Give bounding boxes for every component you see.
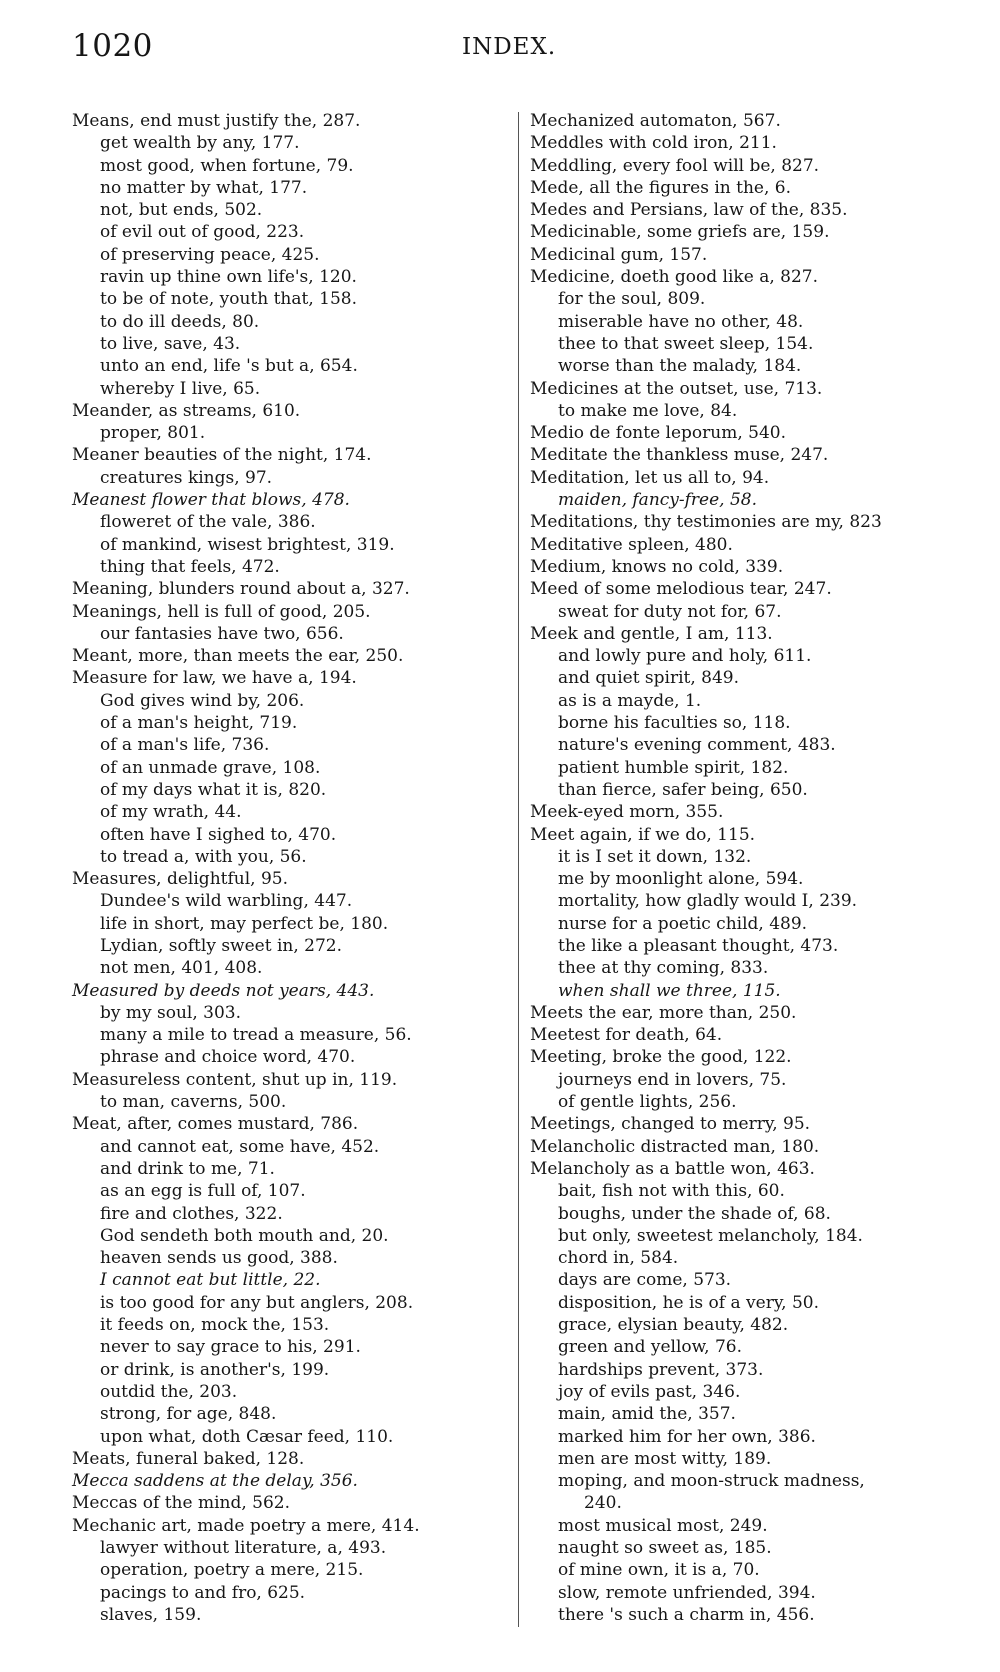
index-heading-entry: Mechanized automaton, 567. bbox=[530, 111, 781, 131]
index-heading-entry: Meek-eyed morn, 355. bbox=[530, 802, 724, 823]
index-heading-entry: Meanings, hell is full of good, 205. bbox=[72, 601, 371, 622]
index-sub-entry: unto an end, life 's but a, 654. bbox=[100, 356, 358, 377]
index-sub-entry: operation, poetry a mere, 215. bbox=[100, 1560, 364, 1581]
index-heading-entry: Means, end must justify the, 287. bbox=[72, 111, 361, 131]
index-sub-entry: thing that feels, 472. bbox=[100, 556, 280, 577]
index-heading-entry: Meditations, thy testimonies are my, 823 bbox=[530, 512, 882, 533]
index-heading-entry: Melancholy as a battle won, 463. bbox=[530, 1158, 815, 1179]
index-heading-entry: Measured by deeds not years, 443. bbox=[72, 980, 375, 1001]
index-sub-entry: and quiet spirit, 849. bbox=[558, 668, 740, 689]
index-sub-entry: of a man's height, 719. bbox=[100, 713, 298, 734]
index-sub-entry: of a man's life, 736. bbox=[100, 735, 270, 756]
index-heading-entry: Measures, delightful, 95. bbox=[72, 869, 288, 890]
index-sub-entry: moping, and moon-struck madness, bbox=[558, 1471, 865, 1492]
index-sub-entry: but only, sweetest melancholy, 184. bbox=[558, 1225, 863, 1246]
index-sub-entry: to be of note, youth that, 158. bbox=[100, 289, 358, 310]
index-heading-entry: Medicinable, some griefs are, 159. bbox=[530, 222, 830, 243]
column-divider bbox=[518, 112, 519, 1627]
index-sub-entry: by my soul, 303. bbox=[100, 1002, 242, 1023]
index-sub-entry: nature's evening comment, 483. bbox=[558, 735, 836, 756]
page-header bbox=[72, 28, 932, 74]
index-sub-entry: and drink to me, 71. bbox=[100, 1158, 275, 1179]
index-heading-entry: Measureless content, shut up in, 119. bbox=[72, 1069, 398, 1090]
index-sub-entry: of my days what it is, 820. bbox=[100, 779, 327, 800]
index-heading-entry: Meat, after, comes mustard, 786. bbox=[72, 1114, 359, 1135]
index-sub-entry: hardships prevent, 373. bbox=[558, 1359, 764, 1380]
index-sub-entry: not, but ends, 502. bbox=[100, 200, 263, 221]
index-sub-entry: most good, when fortune, 79. bbox=[100, 155, 354, 176]
index-heading-entry: Meetings, changed to merry, 95. bbox=[530, 1114, 811, 1135]
index-sub-entry: journeys end in lovers, 75. bbox=[558, 1069, 787, 1090]
index-heading-entry: Medicine, doeth good like a, 827. bbox=[530, 267, 818, 288]
index-sub-entry: for the soul, 809. bbox=[558, 289, 706, 310]
index-sub-entry: our fantasies have two, 656. bbox=[100, 623, 344, 644]
index-sub-entry: Dundee's wild warbling, 447. bbox=[100, 891, 353, 912]
index-heading-entry: Medicines at the outset, use, 713. bbox=[530, 378, 823, 399]
index-heading-entry: Melancholic distracted man, 180. bbox=[530, 1136, 820, 1157]
index-sub-entry: borne his faculties so, 118. bbox=[558, 713, 791, 734]
index-sub-entry: God gives wind by, 206. bbox=[100, 690, 305, 711]
index-sub-entry: no matter by what, 177. bbox=[100, 177, 308, 198]
index-sub-entry: of gentle lights, 256. bbox=[558, 1092, 737, 1113]
index-heading-entry: Meditate the thankless muse, 247. bbox=[530, 445, 829, 466]
index-sub-entry: it feeds on, mock the, 153. bbox=[100, 1315, 330, 1336]
index-sub-entry: floweret of the vale, 386. bbox=[100, 512, 316, 533]
index-sub-entry: of evil out of good, 223. bbox=[100, 222, 305, 243]
index-sub-entry: phrase and choice word, 470. bbox=[100, 1047, 356, 1068]
index-heading-entry: Meddling, every fool will be, 827. bbox=[530, 155, 820, 176]
index-sub-entry: proper, 801. bbox=[100, 423, 206, 444]
index-sub-entry: to tread a, with you, 56. bbox=[100, 846, 307, 867]
index-sub-entry: patient humble spirit, 182. bbox=[558, 757, 789, 778]
index-sub-entry: to live, save, 43. bbox=[100, 333, 241, 354]
index-sub-entry: grace, elysian beauty, 482. bbox=[558, 1315, 789, 1336]
index-heading-entry: Meditative spleen, 480. bbox=[530, 534, 733, 555]
index-heading-entry: Medio de fonte leporum, 540. bbox=[530, 423, 787, 444]
index-sub-entry: never to say grace to his, 291. bbox=[100, 1337, 361, 1358]
index-sub-entry: disposition, he is of a very, 50. bbox=[558, 1292, 820, 1313]
index-sub-entry: main, amid the, 357. bbox=[558, 1404, 736, 1425]
index-sub-entry: 240. bbox=[584, 1493, 622, 1514]
index-heading-entry: Meed of some melodious tear, 247. bbox=[530, 579, 832, 600]
index-sub-entry: lawyer without literature, a, 493. bbox=[100, 1538, 387, 1558]
index-sub-entry: ravin up thine own life's, 120. bbox=[100, 267, 357, 288]
index-heading-entry: Meddles with cold iron, 211. bbox=[530, 133, 777, 154]
index-sub-entry: bait, fish not with this, 60. bbox=[558, 1181, 785, 1202]
index-sub-entry: of my wrath, 44. bbox=[100, 802, 242, 823]
index-sub-entry: pacings to and fro, 625. bbox=[100, 1582, 306, 1603]
index-sub-entry: outdid the, 203. bbox=[100, 1381, 238, 1402]
index-heading-entry: Meats, funeral baked, 128. bbox=[72, 1448, 305, 1469]
index-sub-entry: worse than the malady, 184. bbox=[558, 356, 802, 377]
index-sub-entry: is too good for any but anglers, 208. bbox=[100, 1292, 414, 1313]
index-sub-entry: sweat for duty not for, 67. bbox=[558, 601, 782, 622]
index-sub-entry: of an unmade grave, 108. bbox=[100, 757, 321, 778]
index-heading-entry: Meanest flower that blows, 478. bbox=[72, 490, 350, 511]
index-heading-entry: Meet again, if we do, 115. bbox=[530, 824, 756, 845]
index-sub-entry: mortality, how gladly would I, 239. bbox=[558, 891, 858, 912]
index-sub-entry: it is I set it down, 132. bbox=[558, 846, 752, 867]
index-heading-entry: Meander, as streams, 610. bbox=[72, 400, 301, 421]
index-heading-entry: Meeting, broke the good, 122. bbox=[530, 1047, 792, 1068]
index-sub-entry: green and yellow, 76. bbox=[558, 1337, 743, 1358]
index-sub-entry: or drink, is another's, 199. bbox=[100, 1359, 330, 1380]
index-sub-entry: and cannot eat, some have, 452. bbox=[100, 1136, 380, 1157]
index-sub-entry: as an egg is full of, 107. bbox=[100, 1181, 306, 1202]
index-heading-entry: Meditation, let us all to, 94. bbox=[530, 467, 770, 488]
index-sub-entry: upon what, doth Cæsar feed, 110. bbox=[100, 1426, 394, 1447]
index-sub-entry: chord in, 584. bbox=[558, 1248, 679, 1269]
index-heading-entry: Medicinal gum, 157. bbox=[530, 244, 708, 265]
index-sub-entry: naught so sweet as, 185. bbox=[558, 1538, 772, 1558]
index-sub-entry: thee at thy coming, 833. bbox=[558, 958, 769, 979]
index-sub-entry: boughs, under the shade of, 68. bbox=[558, 1203, 831, 1224]
right-column bbox=[530, 110, 970, 1626]
index-sub-entry: there 's such a charm in, 456. bbox=[558, 1604, 815, 1625]
index-sub-entry: nurse for a poetic child, 489. bbox=[558, 913, 808, 934]
index-sub-entry: of mankind, wisest brightest, 319. bbox=[100, 534, 395, 555]
index-heading-entry: Measure for law, we have a, 194. bbox=[72, 668, 357, 689]
index-sub-entry: slow, remote unfriended, 394. bbox=[558, 1582, 816, 1603]
index-sub-entry: and lowly pure and holy, 611. bbox=[558, 646, 812, 667]
index-heading-entry: Mecca saddens at the delay, 356. bbox=[72, 1471, 358, 1492]
index-sub-entry: miserable have no other, 48. bbox=[558, 311, 804, 332]
index-sub-entry: whereby I live, 65. bbox=[100, 378, 261, 399]
index-sub-entry: of mine own, it is a, 70. bbox=[558, 1560, 760, 1581]
index-sub-entry: when shall we three, 115. bbox=[558, 980, 781, 1001]
index-sub-entry: as is a mayde, 1. bbox=[558, 690, 702, 711]
index-sub-entry: than fierce, safer being, 650. bbox=[558, 779, 808, 800]
page-title: INDEX. bbox=[462, 34, 557, 60]
index-heading-entry: Meaning, blunders round about a, 327. bbox=[72, 579, 410, 600]
index-sub-entry: many a mile to tread a measure, 56. bbox=[100, 1025, 412, 1046]
index-heading-entry: Medes and Persians, law of the, 835. bbox=[530, 200, 848, 221]
index-sub-entry: of preserving peace, 425. bbox=[100, 244, 320, 265]
index-sub-entry: God sendeth both mouth and, 20. bbox=[100, 1225, 389, 1246]
index-sub-entry: Lydian, softly sweet in, 272. bbox=[100, 935, 343, 956]
page-number: 1020 bbox=[72, 28, 153, 64]
index-sub-entry: to make me love, 84. bbox=[558, 400, 738, 421]
index-heading-entry: Meets the ear, more than, 250. bbox=[530, 1002, 797, 1023]
index-sub-entry: creatures kings, 97. bbox=[100, 467, 273, 488]
index-sub-entry: maiden, fancy-free, 58. bbox=[558, 490, 758, 511]
index-heading-entry: Mede, all the figures in the, 6. bbox=[530, 177, 792, 198]
index-sub-entry: often have I sighed to, 470. bbox=[100, 824, 337, 845]
index-sub-entry: men are most witty, 189. bbox=[558, 1448, 772, 1469]
index-sub-entry: strong, for age, 848. bbox=[100, 1404, 277, 1425]
index-sub-entry: life in short, may perfect be, 180. bbox=[100, 913, 389, 934]
index-heading-entry: Meek and gentle, I am, 113. bbox=[530, 623, 773, 644]
index-sub-entry: heaven sends us good, 388. bbox=[100, 1248, 338, 1269]
index-heading-entry: Medium, knows no cold, 339. bbox=[530, 556, 784, 577]
index-sub-entry: joy of evils past, 346. bbox=[558, 1381, 741, 1402]
index-sub-entry: slaves, 159. bbox=[100, 1604, 202, 1625]
index-sub-entry: get wealth by any, 177. bbox=[100, 133, 300, 154]
left-column bbox=[72, 110, 512, 1626]
index-sub-entry: fire and clothes, 322. bbox=[100, 1203, 283, 1224]
index-sub-entry: not men, 401, 408. bbox=[100, 958, 263, 979]
index-sub-entry: most musical most, 249. bbox=[558, 1515, 768, 1536]
index-heading-entry: Meant, more, than meets the ear, 250. bbox=[72, 646, 404, 667]
index-sub-entry: days are come, 573. bbox=[558, 1270, 732, 1291]
index-heading-entry: Meccas of the mind, 562. bbox=[72, 1493, 290, 1514]
index-sub-entry: the like a pleasant thought, 473. bbox=[558, 935, 839, 956]
index-sub-entry: to man, caverns, 500. bbox=[100, 1092, 287, 1113]
index-heading-entry: Mechanic art, made poetry a mere, 414. bbox=[72, 1515, 420, 1536]
index-sub-entry: to do ill deeds, 80. bbox=[100, 311, 260, 332]
index-heading-entry: Meaner beauties of the night, 174. bbox=[72, 445, 372, 466]
index-sub-entry: marked him for her own, 386. bbox=[558, 1426, 816, 1447]
index-sub-entry: I cannot eat but little, 22. bbox=[100, 1270, 321, 1291]
index-heading-entry: Meetest for death, 64. bbox=[530, 1025, 723, 1046]
index-sub-entry: me by moonlight alone, 594. bbox=[558, 869, 804, 890]
index-sub-entry: thee to that sweet sleep, 154. bbox=[558, 333, 814, 354]
